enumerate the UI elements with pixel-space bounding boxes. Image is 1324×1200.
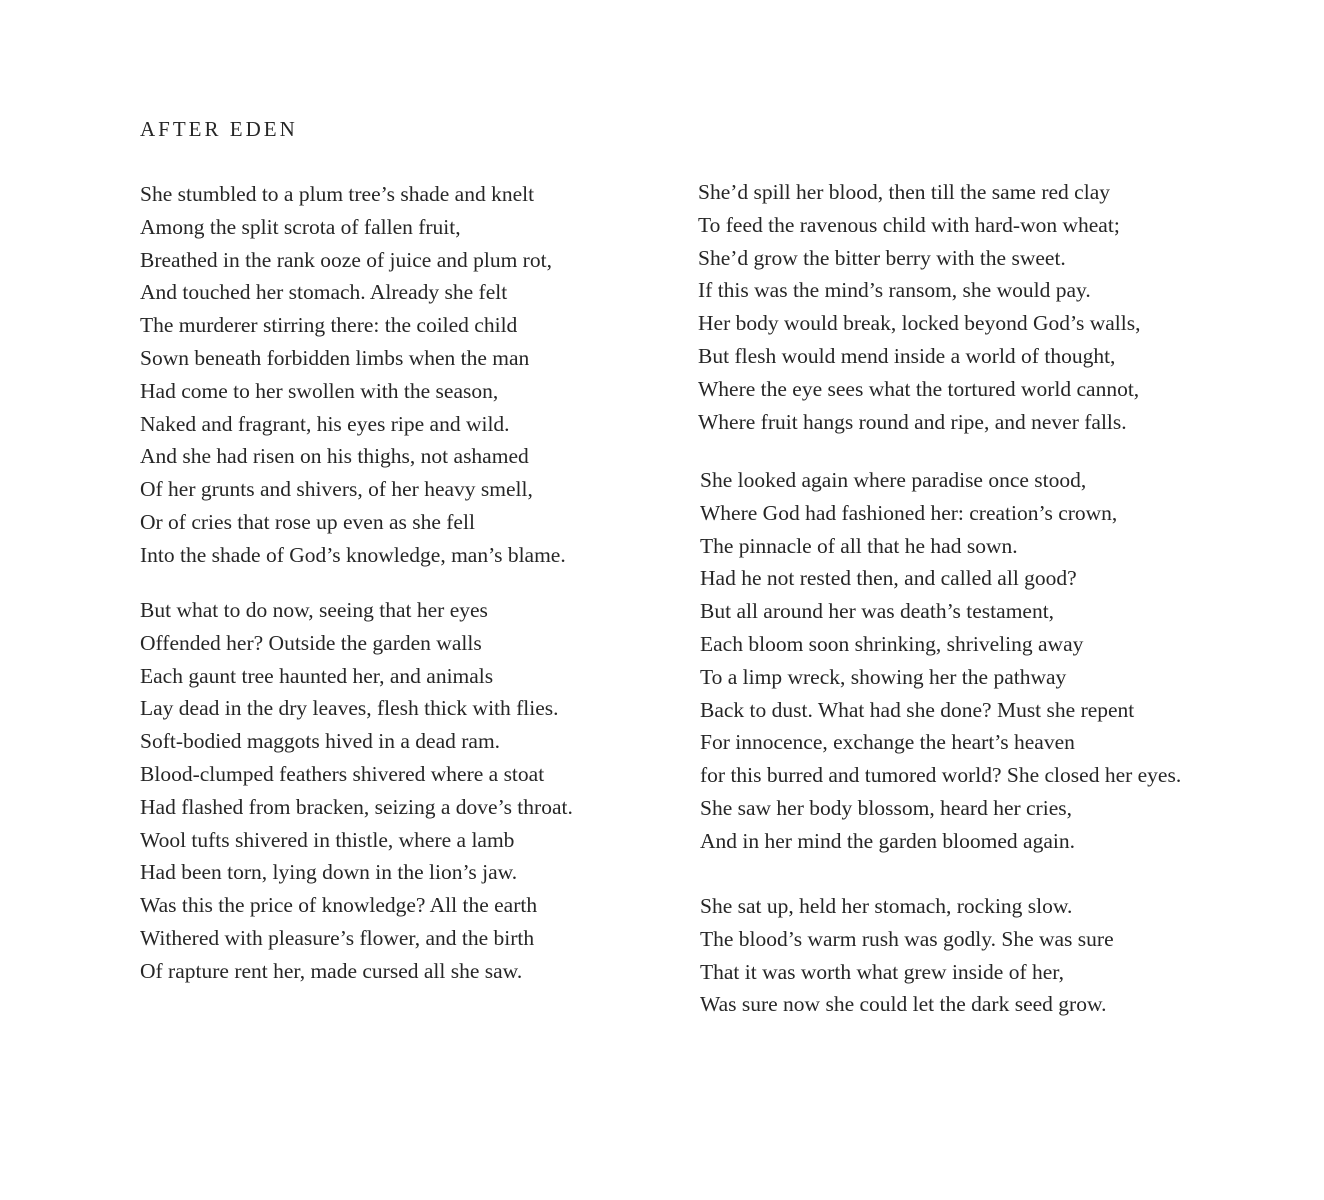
- poem-line: Where fruit hangs round and ripe, and never falls.: [698, 409, 1127, 434]
- stanza-4: [700, 464, 1181, 858]
- poem-line: But all around her was death’s testament,: [700, 599, 1055, 624]
- poem-line: Had he not rested then, and called all good?: [700, 566, 1077, 591]
- poem-line: Of rapture rent her, made cursed all she saw.: [140, 958, 523, 983]
- stanza-3: [698, 176, 1140, 438]
- poem-line: But flesh would mend inside a world of thought,: [698, 343, 1116, 368]
- poem-line: Withered with pleasure’s flower, and the birth: [140, 925, 535, 950]
- poem-line: Her body would break, locked beyond God’s walls,: [698, 311, 1141, 336]
- poem-line: Breathed in the rank ooze of juice and plum rot,: [140, 247, 552, 272]
- poem-line: She sat up, held her stomach, rocking slow.: [700, 894, 1073, 918]
- poem-line: The blood’s warm rush was godly. She was sure: [700, 926, 1114, 951]
- poem-line: And in her mind the garden bloomed again.: [700, 828, 1075, 853]
- poem-line: Wool tufts shivered in thistle, where a lamb: [140, 827, 515, 852]
- poem-line: To feed the ravenous child with hard-won wheat;: [698, 212, 1120, 237]
- poem-line: She stumbled to a plum tree’s shade and knelt: [140, 182, 535, 206]
- poem-line: That it was worth what grew inside of her,: [700, 959, 1064, 984]
- poem-line: for this burred and tumored world? She closed her eyes.: [700, 763, 1182, 788]
- poem-line: Where the eye sees what the tortured world cannot,: [698, 376, 1140, 401]
- poem-line: And touched her stomach. Already she felt: [140, 280, 508, 305]
- poem-line: Where God had fashioned her: creation’s crown,: [700, 500, 1118, 525]
- poem-line: Was this the price of knowledge? All the earth: [140, 893, 538, 918]
- poem-line: Had flashed from bracken, seizing a dove’s throat.: [140, 794, 573, 819]
- poem-line: Or of cries that rose up even as she fell: [140, 509, 475, 534]
- poem-line: Had been torn, lying down in the lion’s jaw.: [140, 860, 518, 885]
- poem-line: Lay dead in the dry leaves, flesh thick with flies.: [140, 696, 559, 721]
- poem-line: For innocence, exchange the heart’s heaven: [700, 730, 1075, 755]
- poem-line: And she had risen on his thighs, not ashamed: [140, 444, 529, 469]
- poem-line: Into the shade of God’s knowledge, man’s blame.: [140, 542, 566, 567]
- poem-line: Sown beneath forbidden limbs when the man: [140, 345, 530, 370]
- poem-line: Back to dust. What had she done? Must she repent: [700, 697, 1135, 722]
- poem-line: She’d spill her blood, then till the same red clay: [698, 180, 1110, 204]
- poem-line: Had come to her swollen with the season,: [140, 378, 499, 403]
- poem-line: Blood-clumped feathers shivered where a stoat: [140, 761, 545, 786]
- poem-line: Each bloom soon shrinking, shriveling away: [700, 631, 1084, 656]
- poem-line: Soft-bodied maggots hived in a dead ram.: [140, 729, 501, 754]
- stanza-5: [700, 890, 1114, 1021]
- poem-title: AFTER EDEN: [140, 117, 298, 141]
- poem-line: Offended her? Outside the garden walls: [140, 630, 482, 655]
- poem-line: Each gaunt tree haunted her, and animals: [140, 663, 494, 688]
- poem-line: If this was the mind’s ransom, she would pay.: [698, 278, 1091, 303]
- stanza-2: [140, 594, 573, 988]
- poem-line: She’d grow the bitter berry with the sweet.: [698, 245, 1066, 270]
- stanza-1: [140, 178, 566, 572]
- poem-line: She saw her body blossom, heard her cries,: [700, 795, 1072, 820]
- poem-line: To a limp wreck, showing her the pathway: [700, 664, 1067, 689]
- poem-line: She looked again where paradise once stood,: [700, 468, 1087, 492]
- poem-line: Naked and fragrant, his eyes ripe and wild.: [140, 411, 510, 436]
- poem-line: Was sure now she could let the dark seed grow.: [700, 992, 1107, 1017]
- poem-line: But what to do now, seeing that her eyes: [140, 598, 488, 622]
- poem-line: Among the split scrota of fallen fruit,: [140, 214, 461, 239]
- poem-line: The pinnacle of all that he had sown.: [700, 533, 1018, 558]
- poem-line: The murderer stirring there: the coiled child: [140, 313, 518, 338]
- poem-line: Of her grunts and shivers, of her heavy smell,: [140, 477, 533, 502]
